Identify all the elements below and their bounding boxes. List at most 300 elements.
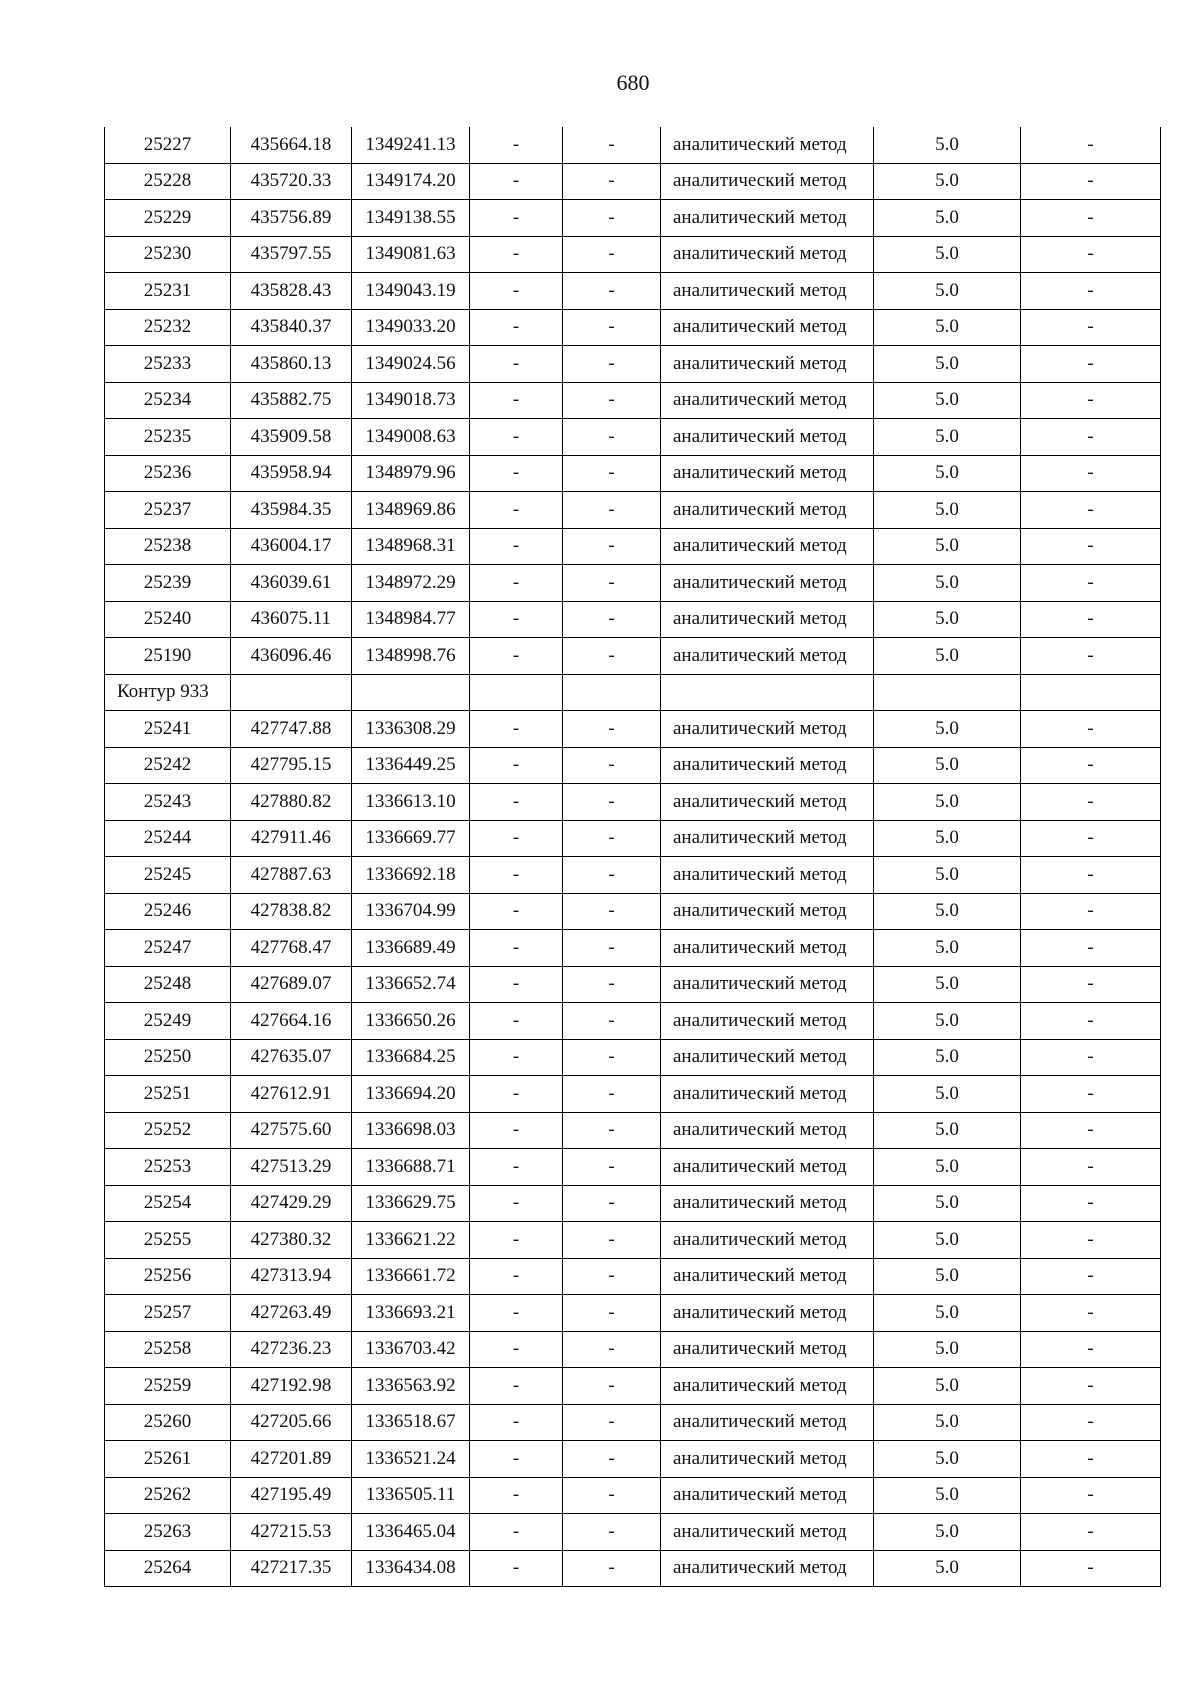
x-coordinate-cell: 427201.89 — [231, 1441, 352, 1478]
table-row — [105, 1404, 1161, 1441]
y-coordinate-cell: 1349018.73 — [352, 382, 470, 419]
table-row — [105, 346, 1161, 383]
accuracy-cell: 5.0 — [874, 1477, 1021, 1514]
table-row — [105, 857, 1161, 894]
empty-value-cell: - — [1021, 419, 1161, 456]
table-row — [105, 1331, 1161, 1368]
table-row — [105, 492, 1161, 529]
table-row — [105, 1003, 1161, 1040]
table-row — [105, 601, 1161, 638]
method-cell: аналитический метод — [661, 200, 874, 237]
empty-value-cell: - — [470, 1514, 563, 1551]
accuracy-cell: 5.0 — [874, 382, 1021, 419]
y-coordinate-cell: 1336621.22 — [352, 1222, 470, 1259]
x-coordinate-cell: 435720.33 — [231, 163, 352, 200]
empty-value-cell: - — [563, 1149, 661, 1186]
empty-value-cell: - — [1021, 565, 1161, 602]
point-id-cell: 25243 — [105, 784, 231, 821]
point-id-cell: 25231 — [105, 273, 231, 310]
accuracy-cell: 5.0 — [874, 127, 1021, 163]
y-coordinate-cell: 1336518.67 — [352, 1404, 470, 1441]
method-cell: аналитический метод — [661, 346, 874, 383]
empty-value-cell: - — [470, 1222, 563, 1259]
empty-value-cell: - — [563, 1112, 661, 1149]
point-id-cell: 25261 — [105, 1441, 231, 1478]
y-coordinate-cell: 1348968.31 — [352, 528, 470, 565]
empty-value-cell: - — [563, 200, 661, 237]
accuracy-cell: 5.0 — [874, 200, 1021, 237]
accuracy-cell: 5.0 — [874, 966, 1021, 1003]
y-coordinate-cell: 1336684.25 — [352, 1039, 470, 1076]
point-id-cell: 25246 — [105, 893, 231, 930]
table-row — [105, 1295, 1161, 1332]
empty-value-cell: - — [563, 820, 661, 857]
x-coordinate-cell: 427911.46 — [231, 820, 352, 857]
empty-value-cell: - — [563, 127, 661, 163]
table-row — [105, 784, 1161, 821]
point-id-cell: 25190 — [105, 638, 231, 675]
empty-value-cell: - — [1021, 930, 1161, 967]
empty-value-cell: - — [563, 492, 661, 529]
accuracy-cell: 5.0 — [874, 455, 1021, 492]
blank-cell — [470, 674, 563, 711]
empty-value-cell: - — [470, 1404, 563, 1441]
empty-value-cell: - — [1021, 236, 1161, 273]
empty-value-cell: - — [470, 163, 563, 200]
point-id-cell: 25250 — [105, 1039, 231, 1076]
x-coordinate-cell: 427313.94 — [231, 1258, 352, 1295]
accuracy-cell: 5.0 — [874, 638, 1021, 675]
point-id-cell: 25238 — [105, 528, 231, 565]
empty-value-cell: - — [563, 1003, 661, 1040]
point-id-cell: 25230 — [105, 236, 231, 273]
blank-cell — [563, 674, 661, 711]
method-cell: аналитический метод — [661, 528, 874, 565]
method-cell: аналитический метод — [661, 127, 874, 163]
y-coordinate-cell: 1349033.20 — [352, 309, 470, 346]
method-cell: аналитический метод — [661, 1185, 874, 1222]
empty-value-cell: - — [1021, 1477, 1161, 1514]
x-coordinate-cell: 435958.94 — [231, 455, 352, 492]
empty-value-cell: - — [563, 966, 661, 1003]
empty-value-cell: - — [1021, 1514, 1161, 1551]
x-coordinate-cell: 435840.37 — [231, 309, 352, 346]
accuracy-cell: 5.0 — [874, 1404, 1021, 1441]
accuracy-cell: 5.0 — [874, 1295, 1021, 1332]
blank-cell — [661, 674, 874, 711]
empty-value-cell: - — [470, 1331, 563, 1368]
accuracy-cell: 5.0 — [874, 711, 1021, 748]
table-row — [105, 528, 1161, 565]
y-coordinate-cell: 1336449.25 — [352, 747, 470, 784]
x-coordinate-cell: 435860.13 — [231, 346, 352, 383]
empty-value-cell: - — [563, 1222, 661, 1259]
empty-value-cell: - — [563, 1331, 661, 1368]
x-coordinate-cell: 435797.55 — [231, 236, 352, 273]
empty-value-cell: - — [470, 711, 563, 748]
y-coordinate-cell: 1336650.26 — [352, 1003, 470, 1040]
empty-value-cell: - — [563, 1039, 661, 1076]
accuracy-cell: 5.0 — [874, 893, 1021, 930]
empty-value-cell: - — [1021, 711, 1161, 748]
method-cell: аналитический метод — [661, 236, 874, 273]
y-coordinate-cell: 1349008.63 — [352, 419, 470, 456]
point-id-cell: 25252 — [105, 1112, 231, 1149]
y-coordinate-cell: 1336505.11 — [352, 1477, 470, 1514]
table-row — [105, 893, 1161, 930]
y-coordinate-cell: 1336693.21 — [352, 1295, 470, 1332]
y-coordinate-cell: 1336688.71 — [352, 1149, 470, 1186]
empty-value-cell: - — [470, 528, 563, 565]
method-cell: аналитический метод — [661, 1550, 874, 1587]
table-row — [105, 820, 1161, 857]
y-coordinate-cell: 1348984.77 — [352, 601, 470, 638]
empty-value-cell: - — [470, 1441, 563, 1478]
method-cell: аналитический метод — [661, 382, 874, 419]
empty-value-cell: - — [563, 309, 661, 346]
x-coordinate-cell: 427768.47 — [231, 930, 352, 967]
x-coordinate-cell: 427380.32 — [231, 1222, 352, 1259]
point-id-cell: 25234 — [105, 382, 231, 419]
table-row — [105, 163, 1161, 200]
empty-value-cell: - — [1021, 163, 1161, 200]
point-id-cell: 25229 — [105, 200, 231, 237]
empty-value-cell: - — [470, 565, 563, 602]
method-cell: аналитический метод — [661, 1295, 874, 1332]
table-row — [105, 200, 1161, 237]
point-id-cell: 25241 — [105, 711, 231, 748]
empty-value-cell: - — [563, 382, 661, 419]
method-cell: аналитический метод — [661, 1112, 874, 1149]
x-coordinate-cell: 427215.53 — [231, 1514, 352, 1551]
method-cell: аналитический метод — [661, 1331, 874, 1368]
method-cell: аналитический метод — [661, 492, 874, 529]
table-row — [105, 382, 1161, 419]
table-body — [105, 127, 1161, 1587]
table-row — [105, 1368, 1161, 1405]
empty-value-cell: - — [563, 784, 661, 821]
empty-value-cell: - — [470, 492, 563, 529]
x-coordinate-cell: 435828.43 — [231, 273, 352, 310]
table-row — [105, 1222, 1161, 1259]
empty-value-cell: - — [470, 346, 563, 383]
empty-value-cell: - — [1021, 1368, 1161, 1405]
point-id-cell: 25247 — [105, 930, 231, 967]
x-coordinate-cell: 427887.63 — [231, 857, 352, 894]
table-row — [105, 1149, 1161, 1186]
point-id-cell: 25235 — [105, 419, 231, 456]
y-coordinate-cell: 1349043.19 — [352, 273, 470, 310]
empty-value-cell: - — [470, 1368, 563, 1405]
table-row — [105, 127, 1161, 163]
point-id-cell: 25253 — [105, 1149, 231, 1186]
y-coordinate-cell: 1336698.03 — [352, 1112, 470, 1149]
y-coordinate-cell: 1336704.99 — [352, 893, 470, 930]
empty-value-cell: - — [470, 638, 563, 675]
y-coordinate-cell: 1348998.76 — [352, 638, 470, 675]
point-id-cell: 25262 — [105, 1477, 231, 1514]
empty-value-cell: - — [1021, 638, 1161, 675]
accuracy-cell: 5.0 — [874, 1076, 1021, 1113]
empty-value-cell: - — [1021, 1441, 1161, 1478]
empty-value-cell: - — [1021, 382, 1161, 419]
table-row — [105, 1039, 1161, 1076]
empty-value-cell: - — [470, 857, 563, 894]
empty-value-cell: - — [563, 893, 661, 930]
y-coordinate-cell: 1349081.63 — [352, 236, 470, 273]
empty-value-cell: - — [563, 163, 661, 200]
method-cell: аналитический метод — [661, 1368, 874, 1405]
point-id-cell: 25245 — [105, 857, 231, 894]
method-cell: аналитический метод — [661, 273, 874, 310]
accuracy-cell: 5.0 — [874, 492, 1021, 529]
accuracy-cell: 5.0 — [874, 309, 1021, 346]
accuracy-cell: 5.0 — [874, 1368, 1021, 1405]
contour-header-row — [105, 674, 1161, 711]
x-coordinate-cell: 435882.75 — [231, 382, 352, 419]
point-id-cell: 25232 — [105, 309, 231, 346]
y-coordinate-cell: 1348979.96 — [352, 455, 470, 492]
x-coordinate-cell: 427689.07 — [231, 966, 352, 1003]
table-row — [105, 565, 1161, 602]
empty-value-cell: - — [470, 1039, 563, 1076]
empty-value-cell: - — [470, 419, 563, 456]
method-cell: аналитический метод — [661, 1039, 874, 1076]
empty-value-cell: - — [563, 1368, 661, 1405]
accuracy-cell: 5.0 — [874, 236, 1021, 273]
x-coordinate-cell: 427664.16 — [231, 1003, 352, 1040]
empty-value-cell: - — [1021, 273, 1161, 310]
empty-value-cell: - — [1021, 528, 1161, 565]
method-cell: аналитический метод — [661, 820, 874, 857]
method-cell: аналитический метод — [661, 784, 874, 821]
point-id-cell: 25237 — [105, 492, 231, 529]
empty-value-cell: - — [1021, 455, 1161, 492]
empty-value-cell: - — [470, 747, 563, 784]
method-cell: аналитический метод — [661, 638, 874, 675]
empty-value-cell: - — [1021, 492, 1161, 529]
table-row — [105, 966, 1161, 1003]
empty-value-cell: - — [1021, 1295, 1161, 1332]
empty-value-cell: - — [470, 127, 563, 163]
y-coordinate-cell: 1336308.29 — [352, 711, 470, 748]
empty-value-cell: - — [470, 273, 563, 310]
accuracy-cell: 5.0 — [874, 820, 1021, 857]
method-cell: аналитический метод — [661, 930, 874, 967]
x-coordinate-cell: 436004.17 — [231, 528, 352, 565]
method-cell: аналитический метод — [661, 309, 874, 346]
point-id-cell: 25257 — [105, 1295, 231, 1332]
point-id-cell: 25251 — [105, 1076, 231, 1113]
point-id-cell: 25236 — [105, 455, 231, 492]
y-coordinate-cell: 1336434.08 — [352, 1550, 470, 1587]
empty-value-cell: - — [563, 455, 661, 492]
empty-value-cell: - — [563, 638, 661, 675]
x-coordinate-cell: 427747.88 — [231, 711, 352, 748]
method-cell: аналитический метод — [661, 1222, 874, 1259]
x-coordinate-cell: 436096.46 — [231, 638, 352, 675]
accuracy-cell: 5.0 — [874, 163, 1021, 200]
page-number: 680 — [616, 70, 650, 95]
x-coordinate-cell: 427217.35 — [231, 1550, 352, 1587]
method-cell: аналитический метод — [661, 1441, 874, 1478]
accuracy-cell: 5.0 — [874, 528, 1021, 565]
x-coordinate-cell: 427205.66 — [231, 1404, 352, 1441]
y-coordinate-cell: 1336465.04 — [352, 1514, 470, 1551]
accuracy-cell: 5.0 — [874, 747, 1021, 784]
accuracy-cell: 5.0 — [874, 1112, 1021, 1149]
empty-value-cell: - — [1021, 1185, 1161, 1222]
accuracy-cell: 5.0 — [874, 1441, 1021, 1478]
method-cell: аналитический метод — [661, 455, 874, 492]
accuracy-cell: 5.0 — [874, 346, 1021, 383]
empty-value-cell: - — [1021, 1404, 1161, 1441]
empty-value-cell: - — [563, 747, 661, 784]
x-coordinate-cell: 436039.61 — [231, 565, 352, 602]
empty-value-cell: - — [1021, 747, 1161, 784]
empty-value-cell: - — [1021, 1112, 1161, 1149]
empty-value-cell: - — [470, 382, 563, 419]
method-cell: аналитический метод — [661, 1258, 874, 1295]
x-coordinate-cell: 427263.49 — [231, 1295, 352, 1332]
empty-value-cell: - — [1021, 820, 1161, 857]
accuracy-cell: 5.0 — [874, 273, 1021, 310]
accuracy-cell: 5.0 — [874, 1222, 1021, 1259]
empty-value-cell: - — [1021, 784, 1161, 821]
empty-value-cell: - — [1021, 200, 1161, 237]
table-row — [105, 711, 1161, 748]
x-coordinate-cell: 427513.29 — [231, 1149, 352, 1186]
empty-value-cell: - — [470, 930, 563, 967]
empty-value-cell: - — [1021, 893, 1161, 930]
accuracy-cell: 5.0 — [874, 857, 1021, 894]
method-cell: аналитический метод — [661, 893, 874, 930]
accuracy-cell: 5.0 — [874, 565, 1021, 602]
point-id-cell: 25259 — [105, 1368, 231, 1405]
table-row — [105, 1112, 1161, 1149]
empty-value-cell: - — [1021, 1550, 1161, 1587]
table-row — [105, 455, 1161, 492]
empty-value-cell: - — [563, 528, 661, 565]
table-row — [105, 273, 1161, 310]
empty-value-cell: - — [470, 1295, 563, 1332]
y-coordinate-cell: 1336689.49 — [352, 930, 470, 967]
x-coordinate-cell: 427192.98 — [231, 1368, 352, 1405]
x-coordinate-cell: 435756.89 — [231, 200, 352, 237]
empty-value-cell: - — [1021, 1003, 1161, 1040]
empty-value-cell: - — [470, 200, 563, 237]
empty-value-cell: - — [470, 455, 563, 492]
y-coordinate-cell: 1336703.42 — [352, 1331, 470, 1368]
point-id-cell: 25260 — [105, 1404, 231, 1441]
point-id-cell: 25255 — [105, 1222, 231, 1259]
empty-value-cell: - — [470, 309, 563, 346]
empty-value-cell: - — [1021, 1039, 1161, 1076]
y-coordinate-cell: 1336521.24 — [352, 1441, 470, 1478]
table-row — [105, 1441, 1161, 1478]
empty-value-cell: - — [470, 1112, 563, 1149]
empty-value-cell: - — [1021, 309, 1161, 346]
empty-value-cell: - — [563, 1258, 661, 1295]
method-cell: аналитический метод — [661, 747, 874, 784]
empty-value-cell: - — [470, 1550, 563, 1587]
empty-value-cell: - — [563, 346, 661, 383]
table-row — [105, 1185, 1161, 1222]
x-coordinate-cell: 427635.07 — [231, 1039, 352, 1076]
table-row — [105, 1477, 1161, 1514]
accuracy-cell: 5.0 — [874, 419, 1021, 456]
point-id-cell: 25227 — [105, 127, 231, 163]
empty-value-cell: - — [470, 1076, 563, 1113]
y-coordinate-cell: 1348972.29 — [352, 565, 470, 602]
accuracy-cell: 5.0 — [874, 1550, 1021, 1587]
point-id-cell: 25242 — [105, 747, 231, 784]
method-cell: аналитический метод — [661, 419, 874, 456]
empty-value-cell: - — [470, 236, 563, 273]
y-coordinate-cell: 1336563.92 — [352, 1368, 470, 1405]
accuracy-cell: 5.0 — [874, 1003, 1021, 1040]
point-id-cell: 25256 — [105, 1258, 231, 1295]
empty-value-cell: - — [563, 1514, 661, 1551]
y-coordinate-cell: 1336629.75 — [352, 1185, 470, 1222]
empty-value-cell: - — [1021, 966, 1161, 1003]
accuracy-cell: 5.0 — [874, 1185, 1021, 1222]
x-coordinate-cell: 427429.29 — [231, 1185, 352, 1222]
contour-label: Контур 933 — [105, 674, 231, 711]
y-coordinate-cell: 1336652.74 — [352, 966, 470, 1003]
empty-value-cell: - — [563, 1441, 661, 1478]
empty-value-cell: - — [1021, 857, 1161, 894]
point-id-cell: 25240 — [105, 601, 231, 638]
empty-value-cell: - — [1021, 346, 1161, 383]
accuracy-cell: 5.0 — [874, 930, 1021, 967]
x-coordinate-cell: 435984.35 — [231, 492, 352, 529]
empty-value-cell: - — [563, 273, 661, 310]
method-cell: аналитический метод — [661, 1003, 874, 1040]
table-row — [105, 638, 1161, 675]
empty-value-cell: - — [470, 1258, 563, 1295]
method-cell: аналитический метод — [661, 966, 874, 1003]
table-row — [105, 1258, 1161, 1295]
x-coordinate-cell: 427195.49 — [231, 1477, 352, 1514]
y-coordinate-cell: 1349174.20 — [352, 163, 470, 200]
point-id-cell: 25239 — [105, 565, 231, 602]
accuracy-cell: 5.0 — [874, 1149, 1021, 1186]
empty-value-cell: - — [563, 1295, 661, 1332]
coordinates-table — [104, 127, 1161, 1587]
empty-value-cell: - — [563, 601, 661, 638]
empty-value-cell: - — [563, 857, 661, 894]
empty-value-cell: - — [470, 601, 563, 638]
blank-cell — [352, 674, 470, 711]
empty-value-cell: - — [563, 1477, 661, 1514]
y-coordinate-cell: 1336694.20 — [352, 1076, 470, 1113]
empty-value-cell: - — [563, 1404, 661, 1441]
empty-value-cell: - — [470, 1477, 563, 1514]
accuracy-cell: 5.0 — [874, 1039, 1021, 1076]
empty-value-cell: - — [470, 1149, 563, 1186]
x-coordinate-cell: 435909.58 — [231, 419, 352, 456]
point-id-cell: 25249 — [105, 1003, 231, 1040]
accuracy-cell: 5.0 — [874, 1514, 1021, 1551]
empty-value-cell: - — [470, 1003, 563, 1040]
method-cell: аналитический метод — [661, 857, 874, 894]
method-cell: аналитический метод — [661, 1514, 874, 1551]
x-coordinate-cell: 427575.60 — [231, 1112, 352, 1149]
method-cell: аналитический метод — [661, 1076, 874, 1113]
x-coordinate-cell: 427880.82 — [231, 784, 352, 821]
blank-cell — [1021, 674, 1161, 711]
